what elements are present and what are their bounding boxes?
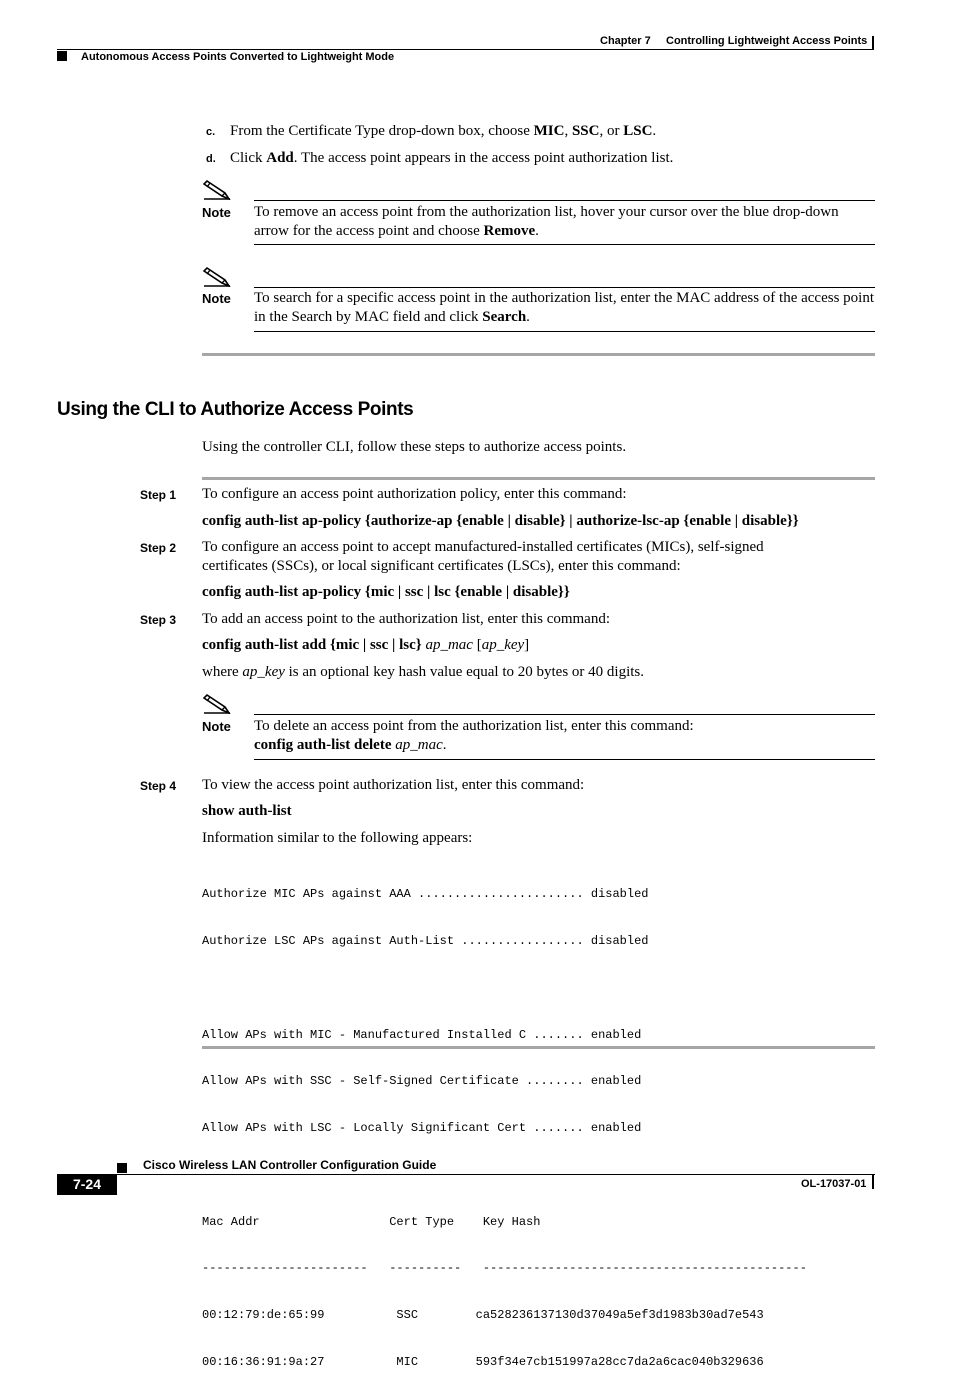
header-bar-right [872, 36, 874, 50]
header-chapter-title: Controlling Lightweight Access Points [666, 35, 868, 47]
note1-top-rule [254, 200, 875, 201]
step-d-letter: d. [206, 153, 216, 165]
procedure-end-rule [202, 353, 875, 356]
step-c-text: From the Certificate Type drop-down box, choose MIC, SSC, or LSC. [230, 123, 657, 139]
note3-bottom-rule [254, 759, 875, 760]
header-section: Autonomous Access Points Converted to Lightweight Mode [81, 51, 395, 63]
output-line: Allow APs with LSC - Locally Significant Cert ....... enabled [202, 1121, 642, 1136]
step4-info: Information similar to the following appears: [202, 830, 473, 846]
step3-label: Step 3 [140, 613, 177, 627]
step2-command: config auth-list ap-policy {mic | ssc | lsc {enable | disable}} [202, 584, 570, 600]
step2-label: Step 2 [140, 541, 177, 555]
section-title: Using the CLI to Authorize Access Points [57, 399, 414, 420]
note2-bottom-rule [254, 331, 875, 332]
step-d-text: Click Add. The access point appears in the access point authorization list. [230, 150, 674, 166]
footer-guide-title: Cisco Wireless LAN Controller Configuration Guide [143, 1158, 437, 1172]
step4-label: Step 4 [140, 779, 177, 793]
note2-top-rule [254, 287, 875, 288]
output-line: 00:16:36:91:9a:27 MIC 593f34e7cb151997a28cc7da2a6cac040b329636 [202, 1355, 764, 1369]
note2-label: Note [202, 291, 231, 306]
output-line: Allow APs with SSC - Self-Signed Certificate ........ enabled [202, 1074, 642, 1089]
section-intro: Using the controller CLI, follow these steps to authorize access points. [202, 439, 627, 455]
step1-command: config auth-list ap-policy {authorize-ap {enable | disable} | authorize-lsc-ap {enable | disable}} [202, 513, 799, 529]
note1-bottom-rule [254, 244, 875, 245]
step1-text: To configure an access point authorization policy, enter this command: [202, 486, 627, 502]
note3-label: Note [202, 719, 231, 734]
note2-text: To search for a specific access point in the authorization list, enter the MAC address of the access point in the Search by MAC field and click Search. [254, 290, 874, 325]
step3-where: where ap_key is an optional key hash value equal to 20 bytes or 40 digits. [202, 664, 644, 680]
step4-text: To view the access point authorization list, enter this command: [202, 777, 585, 793]
note3-text: To delete an access point from the authorization list, enter this command: config auth-list delete ap_mac. [254, 718, 694, 753]
pencil-icon [203, 692, 231, 714]
output-line [202, 981, 807, 997]
footer-bar-right [872, 1175, 874, 1189]
step2-text-line1: To configure an access point to accept manufactured-installed certificates (MICs), self-signed [202, 539, 764, 555]
note3-top-rule [254, 714, 875, 715]
procedure-end-rule-2 [202, 1046, 875, 1049]
output-line: 00:12:79:de:65:99 SSC ca528236137130d37049a5ef3d1983b30ad7e543 [202, 1308, 764, 1323]
header-chapter: Chapter 7 [600, 35, 651, 47]
procedure-start-rule [202, 477, 875, 480]
output-line: Mac Addr Cert Type Key Hash [202, 1214, 541, 1229]
output-line: ----------------------- ---------- --------------------------------------------- [202, 1261, 807, 1276]
pencil-icon [203, 178, 231, 200]
cli-output [202, 856, 807, 1386]
step4-command: show auth-list [202, 803, 292, 819]
step1-label: Step 1 [140, 488, 177, 502]
footer-doc-id: OL-17037-01 [801, 1178, 867, 1190]
header-rule [57, 49, 874, 50]
note1-text: To remove an access point from the authorization list, hover your cursor over the blue drop-down arrow for the access point and choose Remove. [254, 204, 839, 239]
step3-text: To add an access point to the authorization list, enter this command: [202, 611, 611, 627]
header-square [57, 51, 67, 61]
footer-rule [117, 1174, 875, 1175]
step3-command: config auth-list add {mic | ssc | lsc} ap_mac [ap_key] [202, 637, 530, 653]
step2-text-line2: certificates (SSCs), or local significant certificates (LSCs), enter this command: [202, 558, 681, 574]
output-line: Authorize LSC APs against Auth-List ................. disabled [202, 933, 649, 948]
output-line: Authorize MIC APs against AAA ....................... disabled [202, 887, 649, 902]
footer-page-number: 7-24 [57, 1174, 117, 1195]
note1-label: Note [202, 205, 231, 220]
pencil-icon [203, 265, 231, 287]
output-line: Allow APs with MIC - Manufactured Installed C ....... enabled [202, 1027, 642, 1042]
footer-square [117, 1163, 127, 1173]
step-c-letter: c. [206, 126, 216, 138]
